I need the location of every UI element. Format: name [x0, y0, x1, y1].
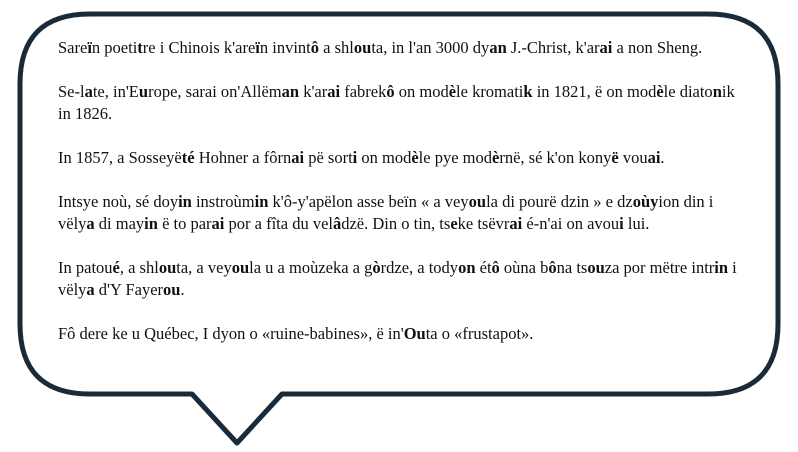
bold-segment: ô — [386, 82, 395, 101]
bold-segment: ô — [310, 38, 320, 57]
paragraph — [58, 323, 750, 345]
bold-segment: ai — [509, 214, 523, 233]
text-segment: é-n'ai on avou — [522, 214, 620, 233]
text-segment: le diato — [663, 82, 713, 101]
text-segment: por a fîta du vel — [224, 214, 333, 233]
text-segment: instroùm — [191, 192, 255, 211]
text-segment: In patou — [58, 258, 113, 277]
text-segment: ét — [475, 258, 492, 277]
text-segment: rope, sarai on'Allëm — [148, 82, 282, 101]
bold-segment: â — [332, 214, 342, 233]
bold-segment: an — [281, 82, 300, 101]
text-segment: re i Chinois k'are — [142, 38, 256, 57]
bold-segment: è — [448, 82, 457, 101]
bold-segment: ï — [87, 38, 92, 57]
text-segment: le kromati — [456, 82, 524, 101]
text-segment: J.-Christ, k'ar — [506, 38, 600, 57]
text-segment: k'ô-y'apëlon asse beïn « a vey — [268, 192, 469, 211]
text-segment: le pye mod — [418, 148, 492, 167]
paragraph — [58, 147, 750, 169]
bold-segment: ï — [255, 38, 260, 57]
text-segment: Hohner a fôrn — [194, 148, 292, 167]
bold-segment: oùy — [632, 192, 659, 211]
bold-segment: ou — [353, 38, 372, 57]
text-segment: ion din i vëly — [58, 192, 714, 233]
bold-segment: in — [178, 192, 192, 211]
paragraph — [58, 37, 750, 59]
bold-segment: a — [86, 280, 95, 299]
text-segment: . — [660, 148, 665, 167]
bold-segment: an — [489, 38, 507, 57]
text-segment: oùna b — [499, 258, 549, 277]
bold-segment: in — [144, 214, 158, 233]
bold-segment: ai — [291, 148, 305, 167]
text-segment: vou — [618, 148, 648, 167]
text-segment: k'ar — [299, 82, 328, 101]
bold-segment: ë — [611, 148, 619, 167]
text-segment: pë sort — [304, 148, 353, 167]
text-segment: , a shl — [119, 258, 159, 277]
text-segment: in 1821, ë on mod — [532, 82, 657, 101]
bold-segment: i — [352, 148, 358, 167]
text-segment: rnë, sé k'on kony — [499, 148, 612, 167]
bold-segment: é — [112, 258, 120, 277]
bold-segment: ou — [231, 258, 250, 277]
text-segment: za por mëtre intr — [604, 258, 715, 277]
bold-segment: u — [138, 82, 149, 101]
bold-segment: n — [712, 82, 722, 101]
bold-segment: in — [254, 192, 269, 211]
text-segment: di may — [94, 214, 145, 233]
bold-segment: ai — [647, 148, 661, 167]
bold-segment: ai — [211, 214, 225, 233]
bold-segment: ô — [491, 258, 500, 277]
text-segment: i vëly — [58, 258, 737, 299]
bold-segment: e — [450, 214, 458, 233]
text-segment: Fô dere ke u Québec, I dyon o «ruine-babines», ë in' — [58, 324, 404, 343]
bold-segment: t — [137, 38, 143, 57]
text-segment: n poeti — [91, 38, 138, 57]
paragraph — [58, 81, 750, 125]
text-segment: la di pourë dzin » e dz — [486, 192, 633, 211]
text-segment: a non Sheng. — [612, 38, 703, 57]
bold-segment: Ou — [403, 324, 426, 343]
text-segment: In 1857, a Sosseyë — [58, 148, 182, 167]
bubble-text — [58, 37, 750, 345]
bold-segment: ou — [158, 258, 177, 277]
text-segment: n invint — [259, 38, 311, 57]
text-segment: a shl — [319, 38, 354, 57]
bold-segment: è — [656, 82, 664, 101]
paragraph — [58, 257, 750, 301]
bold-segment: a — [86, 214, 95, 233]
text-segment: ë to par — [157, 214, 212, 233]
text-segment: Se-l — [58, 82, 85, 101]
bold-segment: è — [411, 148, 419, 167]
text-segment: ta, a vey — [176, 258, 232, 277]
text-segment: ik in 1826. — [58, 82, 735, 123]
text-segment: te, in'E — [92, 82, 139, 101]
bold-segment: ô — [548, 258, 557, 277]
bold-segment: ai — [599, 38, 613, 57]
bold-segment: ou — [468, 192, 487, 211]
text-segment: on mod — [394, 82, 449, 101]
bold-segment: ou — [587, 258, 605, 277]
text-segment: fabrek — [340, 82, 387, 101]
bold-segment: a — [84, 82, 93, 101]
text-segment: d'Y Fayer — [94, 280, 164, 299]
bold-segment: i — [619, 214, 624, 233]
text-segment: na ts — [556, 258, 588, 277]
text-segment: rdze, a tody — [380, 258, 459, 277]
text-segment: lui. — [623, 214, 650, 233]
text-segment: dzë. Din o tin, ts — [341, 214, 451, 233]
bold-segment: in — [714, 258, 729, 277]
text-segment: la u a moùzeka a g — [249, 258, 373, 277]
text-segment: on mod — [357, 148, 412, 167]
text-segment: Intsye noù, sé doy — [58, 192, 179, 211]
bold-segment: ou — [163, 280, 181, 299]
text-segment: Sare — [58, 38, 88, 57]
bold-segment: té — [181, 148, 195, 167]
text-segment: ke tsëvr — [457, 214, 510, 233]
bold-segment: ai — [327, 82, 341, 101]
text-segment: ta o «frustapot». — [425, 324, 534, 343]
bold-segment: ò — [372, 258, 381, 277]
text-segment: . — [180, 280, 185, 299]
bold-segment: k — [523, 82, 533, 101]
bold-segment: on — [458, 258, 476, 277]
text-segment: ta, in l'an 3000 dy — [371, 38, 490, 57]
bold-segment: è — [492, 148, 500, 167]
paragraph — [58, 191, 750, 235]
